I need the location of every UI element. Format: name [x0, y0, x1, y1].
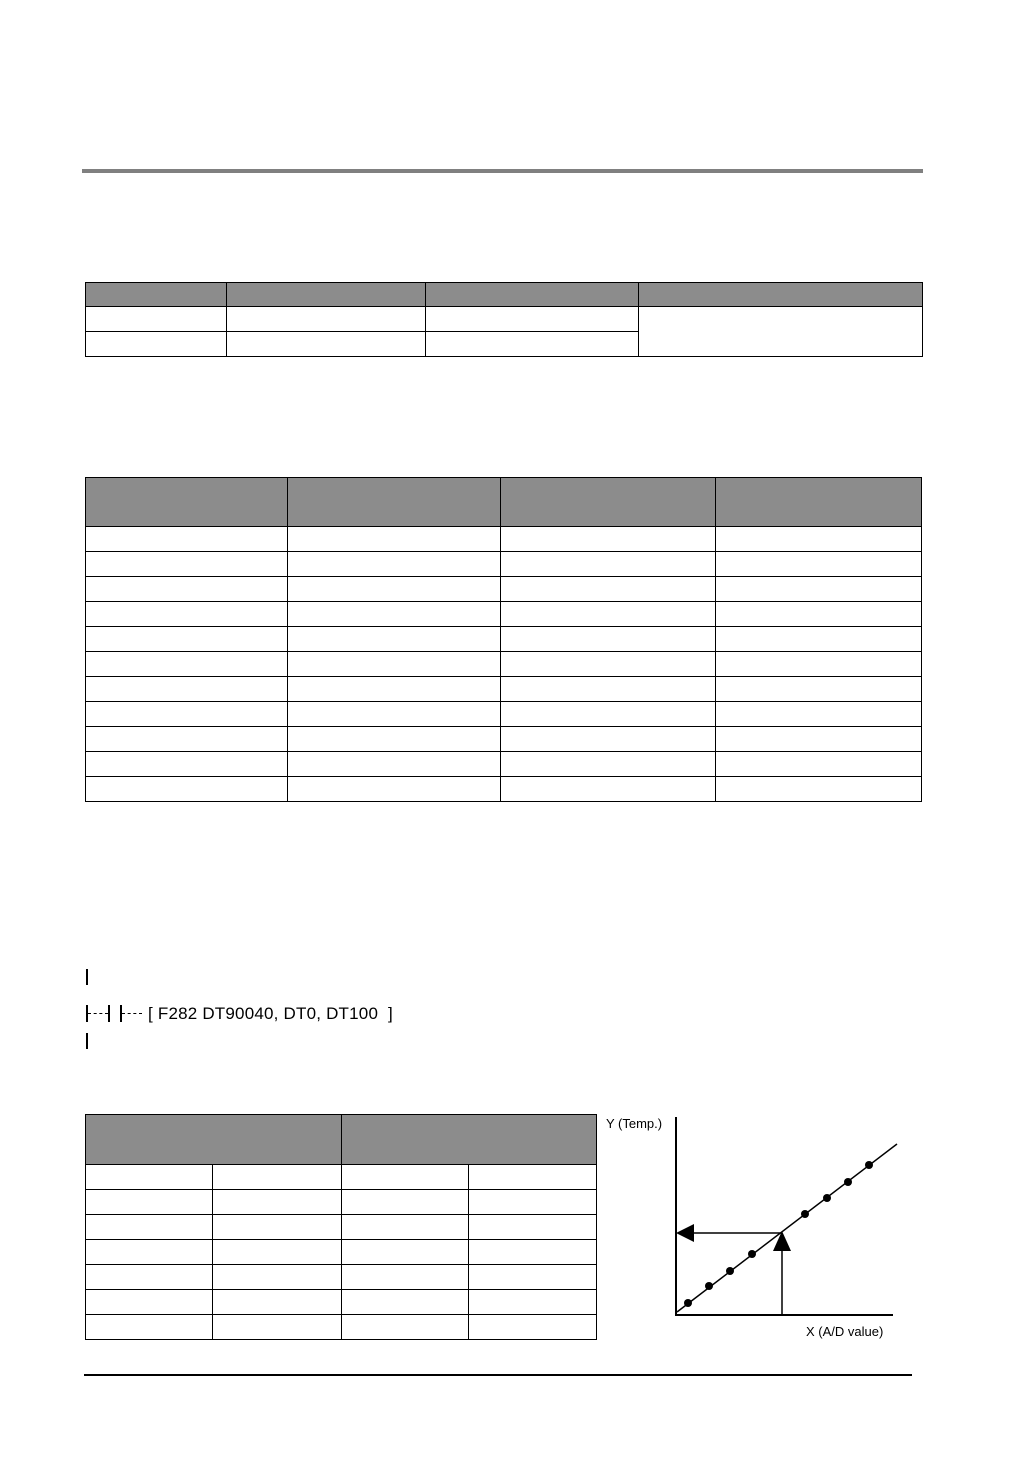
wire-segment	[88, 1013, 108, 1015]
table-cell	[86, 577, 288, 602]
table-cell	[86, 627, 288, 652]
data-point	[801, 1210, 809, 1218]
table-3-header-cell	[342, 1115, 597, 1165]
table-cell	[288, 627, 501, 652]
table-cell	[342, 1165, 469, 1190]
table-cell	[86, 527, 288, 552]
table-cell	[86, 652, 288, 677]
table-1-header	[86, 283, 923, 307]
table-cell	[213, 1265, 342, 1290]
table-cell	[288, 727, 501, 752]
instruction-text: F282 DT90040, DT0, DT100	[157, 1004, 379, 1023]
table-cell	[227, 332, 426, 357]
x-axis-label: X (A/D value)	[806, 1324, 884, 1339]
table-3-header	[86, 1115, 597, 1165]
data-point	[705, 1282, 713, 1290]
table-cell	[469, 1265, 597, 1290]
table-2-header-cell	[288, 478, 501, 527]
table-cell	[501, 752, 716, 777]
wire-segment	[122, 1013, 142, 1015]
table-cell	[86, 307, 227, 332]
table-row	[86, 602, 922, 627]
table-1-header-cell	[639, 283, 923, 307]
table-cell	[469, 1240, 597, 1265]
table-cell	[716, 577, 922, 602]
table-cell	[86, 602, 288, 627]
table-cell	[469, 1165, 597, 1190]
table-cell	[86, 552, 288, 577]
table-cell	[213, 1190, 342, 1215]
table-row	[86, 1165, 597, 1190]
table-2-header	[86, 478, 922, 527]
table-cell	[501, 777, 716, 802]
header-rule	[82, 169, 923, 173]
table-cell-merged	[639, 307, 923, 357]
table-3-header-cell	[86, 1115, 342, 1165]
table-row	[86, 552, 922, 577]
table-cell	[716, 777, 922, 802]
table-cell	[288, 777, 501, 802]
table-1-header-cell	[426, 283, 639, 307]
table-row	[86, 1240, 597, 1265]
table-row	[86, 307, 923, 332]
table-cell	[288, 652, 501, 677]
ladder-rail-bottom	[86, 1033, 88, 1049]
table-cell	[288, 602, 501, 627]
ladder-instruction: [ F282 DT90040, DT0, DT100 ]	[148, 1004, 393, 1023]
data-point	[684, 1299, 692, 1307]
table-row	[86, 752, 922, 777]
table-cell	[469, 1315, 597, 1340]
table-2-header-cell	[86, 478, 288, 527]
table-row	[86, 577, 922, 602]
table-cell	[716, 652, 922, 677]
table-cell	[469, 1190, 597, 1215]
table-cell	[342, 1315, 469, 1340]
table-row	[86, 652, 922, 677]
table-2-header-cell	[716, 478, 922, 527]
interpolation-graph	[600, 1112, 900, 1347]
table-row	[86, 627, 922, 652]
table-cell	[86, 677, 288, 702]
table-cell	[213, 1215, 342, 1240]
table-cell	[86, 702, 288, 727]
table-cell	[86, 752, 288, 777]
table-cell	[716, 552, 922, 577]
table-cell	[342, 1265, 469, 1290]
table-cell	[288, 702, 501, 727]
table-row	[86, 777, 922, 802]
ladder-diagram	[85, 965, 505, 1055]
table-cell	[86, 1165, 213, 1190]
table-cell	[716, 727, 922, 752]
table-1	[85, 282, 923, 357]
table-cell	[501, 677, 716, 702]
table-row	[86, 527, 922, 552]
table-row	[86, 1290, 597, 1315]
table-cell	[469, 1215, 597, 1240]
graph-svg	[600, 1112, 900, 1347]
table-cell	[501, 527, 716, 552]
table-cell	[288, 552, 501, 577]
table-cell	[213, 1315, 342, 1340]
table-cell	[288, 752, 501, 777]
y-axis-label: Y (Temp.)	[606, 1116, 663, 1131]
table-cell	[426, 307, 639, 332]
data-point	[726, 1267, 734, 1275]
table-cell	[213, 1165, 342, 1190]
table-cell	[342, 1240, 469, 1265]
table-row	[86, 1190, 597, 1215]
data-point	[844, 1178, 852, 1186]
table-cell	[86, 1315, 213, 1340]
left-arrow-icon	[676, 1224, 694, 1242]
ladder-rung	[86, 1003, 396, 1025]
table-1-header-cell	[86, 283, 227, 307]
table-cell	[288, 577, 501, 602]
table-cell	[716, 677, 922, 702]
table-row	[86, 1215, 597, 1240]
data-point	[865, 1161, 873, 1169]
table-cell	[86, 1190, 213, 1215]
table-cell	[716, 627, 922, 652]
table-cell	[86, 1265, 213, 1290]
data-point	[823, 1194, 831, 1202]
table-cell	[501, 577, 716, 602]
table-cell	[426, 332, 639, 357]
table-cell	[86, 1215, 213, 1240]
table-cell	[342, 1215, 469, 1240]
table-row	[86, 1265, 597, 1290]
table-cell	[342, 1190, 469, 1215]
table-cell	[501, 652, 716, 677]
table-cell	[501, 552, 716, 577]
table-cell	[227, 307, 426, 332]
table-cell	[716, 752, 922, 777]
table-cell	[86, 1290, 213, 1315]
table-cell	[501, 727, 716, 752]
data-point	[748, 1250, 756, 1258]
table-cell	[86, 1240, 213, 1265]
table-row	[86, 677, 922, 702]
table-3	[85, 1114, 597, 1340]
table-row	[86, 702, 922, 727]
up-arrow-icon	[773, 1231, 791, 1251]
table-cell	[86, 332, 227, 357]
table-cell	[501, 702, 716, 727]
table-1-header-cell	[227, 283, 426, 307]
contact-left-bar-icon	[108, 1005, 110, 1022]
table-cell	[501, 627, 716, 652]
table-row	[86, 727, 922, 752]
table-row	[86, 1315, 597, 1340]
table-cell	[716, 702, 922, 727]
table-cell	[213, 1240, 342, 1265]
table-cell	[86, 777, 288, 802]
table-cell	[716, 602, 922, 627]
ladder-rail-top	[86, 969, 88, 985]
table-cell	[213, 1290, 342, 1315]
table-cell	[86, 727, 288, 752]
table-cell	[501, 602, 716, 627]
table-cell	[716, 527, 922, 552]
table-2	[85, 477, 922, 802]
table-cell	[342, 1290, 469, 1315]
table-cell	[288, 677, 501, 702]
table-cell	[469, 1290, 597, 1315]
footer-rule	[84, 1374, 912, 1376]
table-cell	[288, 527, 501, 552]
table-2-header-cell	[501, 478, 716, 527]
